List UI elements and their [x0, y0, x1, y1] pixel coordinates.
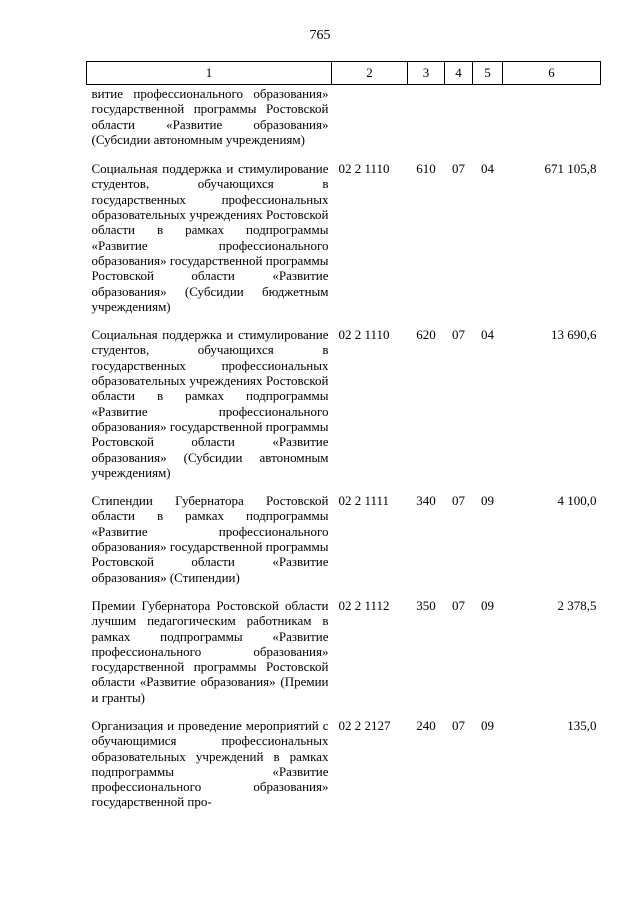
row-amount: 13 690,6 — [551, 327, 597, 343]
row-col-5: 04 — [481, 327, 494, 343]
header-col-5: 5 — [473, 62, 503, 85]
row-col-4: 07 — [452, 493, 465, 509]
budget-table — [86, 61, 601, 823]
row-code: 02 2 1110 — [338, 161, 390, 177]
row-code: 02 2 2127 — [338, 717, 391, 733]
row-col-3: 350 — [416, 597, 436, 613]
row-amount: 135,0 — [567, 717, 597, 733]
table-row — [87, 327, 601, 493]
row-amount: 2 378,5 — [557, 597, 597, 613]
row-code — [332, 85, 408, 162]
row-code: 02 2 1112 — [338, 597, 390, 613]
row-col-5: 09 — [481, 597, 494, 613]
row-col-4 — [445, 85, 473, 162]
row-amount: 671 105,8 — [544, 161, 597, 177]
table-header-row — [87, 62, 601, 85]
header-col-3: 3 — [408, 62, 445, 85]
row-col-3: 620 — [416, 327, 436, 343]
row-col-5: 09 — [481, 493, 494, 509]
header-col-4: 4 — [445, 62, 473, 85]
table-row — [87, 161, 601, 327]
row-col-5: 09 — [481, 717, 494, 733]
table-row — [87, 598, 601, 718]
row-col-5 — [473, 85, 503, 162]
row-amount — [503, 85, 601, 162]
header-col-1: 1 — [87, 62, 332, 85]
table-row — [87, 718, 601, 823]
row-description: Социальная поддержка и стимулирование студентов, обучающихся в государственных профессиональных образовательных учреждениях Ростовской области в рамках подпрограммы «Развитие профессионального образования» государственной программы Ростовской области «Развитие образования» (Субсидии бюджетным учреждениям) — [91, 161, 329, 314]
row-description: Социальная поддержка и стимулирование студентов, обучающихся в государственных профессиональных образовательных учреждениях Ростовской области в рамках подпрограммы «Развитие профессионального образования» государственной программы Ростовской области «Развитие образования» (Субсидии автономным учреждениям) — [91, 327, 329, 480]
row-col-4: 07 — [452, 597, 465, 613]
row-description: Премии Губернатора Ростовской области лучшим педагогическим работникам в рамках подпрограммы «Развитие профессионального образования» государственной программы Ростовской области «Развитие образования» (Премии и гранты) — [91, 597, 329, 705]
row-code: 02 2 1111 — [338, 493, 390, 509]
table-row — [87, 493, 601, 598]
row-col-3: 610 — [416, 161, 436, 177]
row-description: витие профессионального образования» государственной программы Ростовской области «Развитие образования» (Субсидии автономным учреждениям) — [91, 86, 329, 147]
row-amount: 4 100,0 — [557, 493, 597, 509]
header-col-6: 6 — [503, 62, 601, 85]
page-number: 765 — [309, 28, 331, 43]
row-col-4: 07 — [452, 327, 465, 343]
row-code: 02 2 1110 — [338, 327, 390, 343]
row-col-4: 07 — [452, 161, 465, 177]
row-col-4: 07 — [452, 717, 465, 733]
row-col-3 — [408, 85, 445, 162]
row-col-3: 240 — [416, 717, 436, 733]
table-row — [87, 85, 601, 162]
header-col-2: 2 — [332, 62, 408, 85]
row-description: Стипендии Губернатора Ростовской области в рамках подпрограммы «Развитие профессионального образования» государственной программы Ростовской области «Развитие образования» (Стипендии) — [91, 493, 329, 585]
row-col-5: 04 — [481, 161, 494, 177]
row-description: Организация и проведение мероприятий с обучающимися профессиональных образовательных учреждений в рамках подпрограммы «Развитие профессионального образования» государственной про- — [91, 717, 329, 810]
row-col-3: 340 — [416, 493, 436, 509]
